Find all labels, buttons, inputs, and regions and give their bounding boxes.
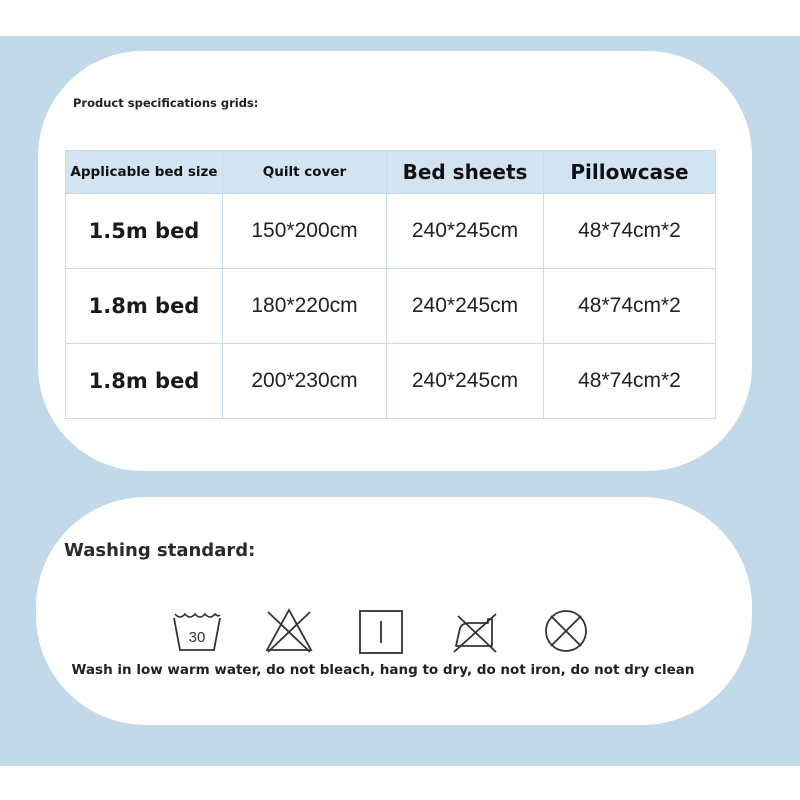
quilt-cover-cell: 180*220cm bbox=[223, 269, 387, 344]
bed-sheets-cell: 240*245cm bbox=[387, 194, 544, 269]
column-header-bed-size: Applicable bed size bbox=[66, 151, 223, 194]
pillowcase-cell: 48*74cm*2 bbox=[544, 344, 716, 419]
table-row bbox=[66, 194, 716, 269]
hang-dry-icon bbox=[356, 606, 406, 656]
wash-30-icon bbox=[172, 606, 222, 656]
no-iron-icon bbox=[450, 606, 500, 656]
bed-sheets-cell: 240*245cm bbox=[387, 269, 544, 344]
spec-heading: Product specifications grids: bbox=[73, 96, 259, 110]
bed-sheets-cell: 240*245cm bbox=[387, 344, 544, 419]
table-header-row bbox=[66, 151, 716, 194]
quilt-cover-cell: 200*230cm bbox=[223, 344, 387, 419]
bed-size-cell: 1.8m bed bbox=[66, 269, 223, 344]
washing-caption: Wash in low warm water, do not bleach, hang to dry, do not iron, do not dry clean bbox=[71, 662, 695, 678]
no-bleach-icon bbox=[264, 606, 314, 656]
pillowcase-cell: 48*74cm*2 bbox=[544, 194, 716, 269]
quilt-cover-cell: 150*200cm bbox=[223, 194, 387, 269]
pillowcase-cell: 48*74cm*2 bbox=[544, 269, 716, 344]
wash-temp-label: 30 bbox=[188, 629, 206, 646]
spec-table bbox=[65, 150, 716, 419]
no-dry-clean-icon bbox=[541, 606, 591, 656]
care-icons-row bbox=[0, 606, 800, 658]
washing-heading: Washing standard: bbox=[64, 540, 256, 561]
column-header-bed-sheets: Bed sheets bbox=[387, 151, 544, 194]
bed-size-cell: 1.5m bed bbox=[66, 194, 223, 269]
column-header-pillowcase: Pillowcase bbox=[544, 151, 716, 194]
bed-size-cell: 1.8m bed bbox=[66, 344, 223, 419]
table-row bbox=[66, 344, 716, 419]
table-row bbox=[66, 269, 716, 344]
column-header-quilt-cover: Quilt cover bbox=[223, 151, 387, 194]
